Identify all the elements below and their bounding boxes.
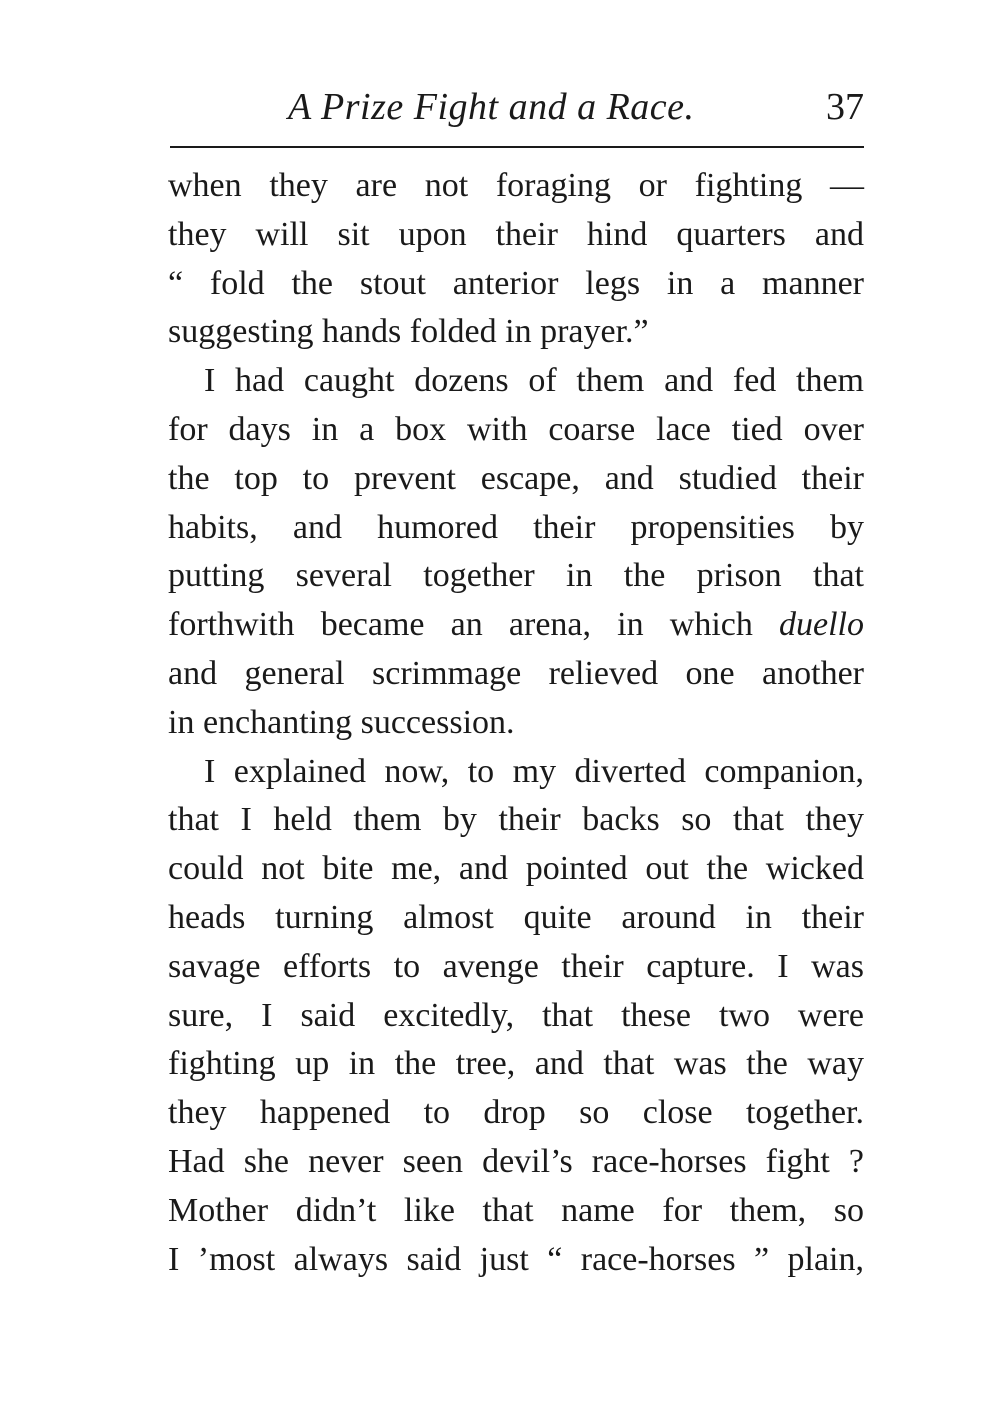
text-line: the top to prevent escape, and studied their [168,459,864,497]
paragraph-2 [168,357,864,747]
header-rule [170,146,864,148]
running-head [170,84,864,134]
text-line: I explained now, to my diverted companion, [204,752,864,790]
text-line: they will sit upon their hind quarters and [168,215,864,253]
text-line: that I held them by their backs so that they [168,801,864,839]
text-line: they happened to drop so close together. [168,1094,864,1132]
text-line: in enchanting succession. [168,703,515,741]
text-line: suggesting hands folded in prayer.” [168,313,649,351]
text-segment: forthwith became an arena, in which [168,606,753,644]
text-line: “ fold the stout anterior legs in a manner [168,264,864,302]
text-line: for days in a box with coarse lace tied over [168,410,864,448]
text-line: savage efforts to avenge their capture. I was [168,947,864,985]
text-line: fighting up in the tree, and that was the way [168,1045,864,1083]
text-line: when they are not foraging or fighting — [168,167,864,204]
italic-word: duello [779,606,864,644]
text-line: I had caught dozens of them and fed them [204,362,864,400]
text-line: and general scrimmage relieved one another [168,654,864,692]
paragraph-1 [168,162,864,357]
text-line: Had she never seen devil’s race-horses fight ? [168,1142,864,1180]
text-line: putting several together in the prison that [168,557,864,595]
chapter-title: A Prize Fight and a Race. [288,86,695,128]
text-line: sure, I said excitedly, that these two were [168,996,864,1034]
text-line: habits, and humored their propensities by [168,508,864,546]
paragraph-3 [168,748,864,1285]
text-line: I ’most always said just “ race-horses ” plain, [168,1240,864,1278]
text-line-with-italic [168,601,864,650]
page-number: 37 [826,86,864,128]
text-line: could not bite me, and pointed out the wicked [168,850,864,888]
text-line: Mother didn’t like that name for them, so [168,1191,864,1229]
body-text [168,162,864,1284]
text-line: heads turning almost quite around in their [168,898,864,936]
